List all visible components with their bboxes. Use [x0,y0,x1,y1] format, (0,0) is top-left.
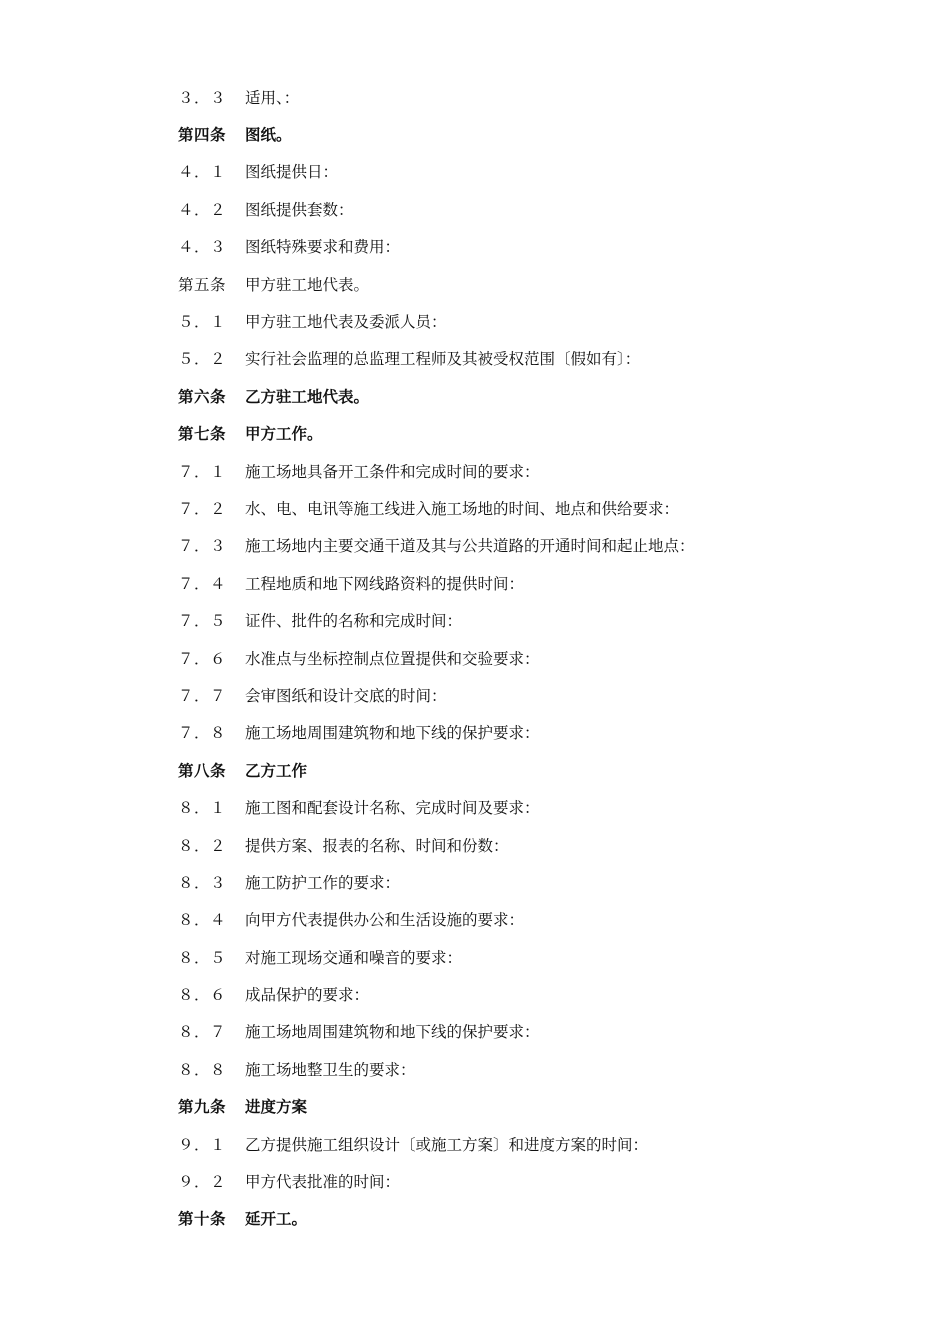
clause-heading [178,377,878,414]
clause-number: ７．１ [178,462,227,481]
clause-item [178,564,878,601]
clause-number: ４．３ [178,238,227,257]
clause-item [178,190,878,227]
clause-number: ８．４ [178,911,227,930]
clause-item [178,826,878,863]
clause-text: 适用、： [245,88,300,107]
clause-number: ８．１ [178,799,227,818]
clause-text: 施工场地整卫生的要求： [245,1060,416,1079]
clause-number: ８．３ [178,873,227,892]
clause-text: 水、电、电讯等施工线进入施工场地的时间、地点和供给要求： [245,499,680,518]
clause-text: 乙方驻工地代表。 [245,386,370,406]
clause-text: 施工防护工作的要求： [245,873,401,892]
clause-number: ７．３ [178,537,227,556]
clause-text: 提供方案、报表的名称、时间和份数： [245,836,509,855]
clause-text: 甲方驻工地代表及委派人员： [245,313,447,332]
clause-number: ４．１ [178,163,227,182]
clause-item [178,1162,878,1199]
clause-text: 向甲方代表提供办公和生活设施的要求： [245,911,525,930]
clause-text: 甲方代表批准的时间： [245,1173,401,1192]
contract-clause-list [178,78,878,1237]
clause-heading [178,1088,878,1125]
clause-text: 工程地质和地下网线路资料的提供时间： [245,574,525,593]
clause-number: ８．８ [178,1060,227,1079]
clause-item [178,452,878,489]
clause-number: ５．１ [178,313,227,332]
clause-number: ７．２ [178,499,227,518]
clause-number: ３．３ [178,88,227,107]
clause-text: 水准点与坐标控制点位置提供和交验要求： [245,649,540,668]
clause-item [178,302,878,339]
clause-item [178,153,878,190]
clause-number: 第九条 [178,1097,227,1117]
clause-number: ９．２ [178,1173,227,1192]
clause-text: 施工场地具备开工条件和完成时间的要求： [245,462,540,481]
clause-number: ８．６ [178,986,227,1005]
clause-text: 实行社会监理的总监理工程师及其被受权范围〔假如有〕： [245,350,641,369]
clause-item [178,228,878,265]
clause-item [178,639,878,676]
clause-item [178,901,878,938]
clause-item [178,527,878,564]
clause-heading [178,415,878,452]
clause-text: 图纸。 [245,125,292,145]
clause-heading [178,1200,878,1237]
clause-text: 乙方提供施工组织设计〔或施工方案〕和进度方案的时间： [245,1135,649,1154]
clause-item [178,975,878,1012]
clause-number: 第七条 [178,424,227,444]
clause-item [178,1050,878,1087]
clause-text: 会审图纸和设计交底的时间： [245,686,447,705]
clause-number: 第六条 [178,386,227,406]
clause-number: ５．２ [178,350,227,369]
clause-text: 成品保护的要求： [245,986,370,1005]
clause-text: 图纸特殊要求和费用： [245,238,401,257]
clause-text: 证件、批件的名称和完成时间： [245,612,463,631]
clause-item [178,676,878,713]
clause-text: 施工场地周围建筑物和地下线的保护要求： [245,724,540,743]
clause-number: ７．７ [178,686,227,705]
clause-item [178,78,878,115]
clause-number: 第四条 [178,125,227,145]
clause-number: ７．５ [178,612,227,631]
clause-item [178,1125,878,1162]
clause-text: 乙方工作 [245,760,308,780]
clause-text: 进度方案 [245,1097,308,1117]
clause-heading [178,115,878,152]
clause-number: ４．２ [178,200,227,219]
clause-item [178,1013,878,1050]
clause-number: ８．５ [178,948,227,967]
clause-item [178,601,878,638]
clause-item [178,489,878,526]
clause-text: 施工场地周围建筑物和地下线的保护要求： [245,1023,540,1042]
clause-item [178,714,878,751]
clause-text: 甲方驻工地代表。 [245,275,370,294]
clause-text: 甲方工作。 [245,424,323,444]
clause-text: 图纸提供日： [245,163,339,182]
clause-text: 对施工现场交通和噪音的要求： [245,948,463,967]
clause-item [178,788,878,825]
clause-item [178,340,878,377]
clause-number: ７．８ [178,724,227,743]
clause-number: ７．４ [178,574,227,593]
clause-item [178,938,878,975]
clause-number: ８．２ [178,836,227,855]
clause-number: ８．７ [178,1023,227,1042]
clause-number: 第八条 [178,760,227,780]
clause-text: 施工图和配套设计名称、完成时间及要求： [245,799,540,818]
clause-text: 延开工。 [245,1209,308,1229]
clause-number: ９．１ [178,1135,227,1154]
clause-text: 图纸提供套数： [245,200,354,219]
clause-item [178,863,878,900]
clause-heading [178,751,878,788]
clause-item [178,265,878,302]
clause-number: ７．６ [178,649,227,668]
clause-number: 第十条 [178,1209,227,1229]
clause-number: 第五条 [178,275,227,294]
clause-text: 施工场地内主要交通干道及其与公共道路的开通时间和起止地点： [245,537,695,556]
